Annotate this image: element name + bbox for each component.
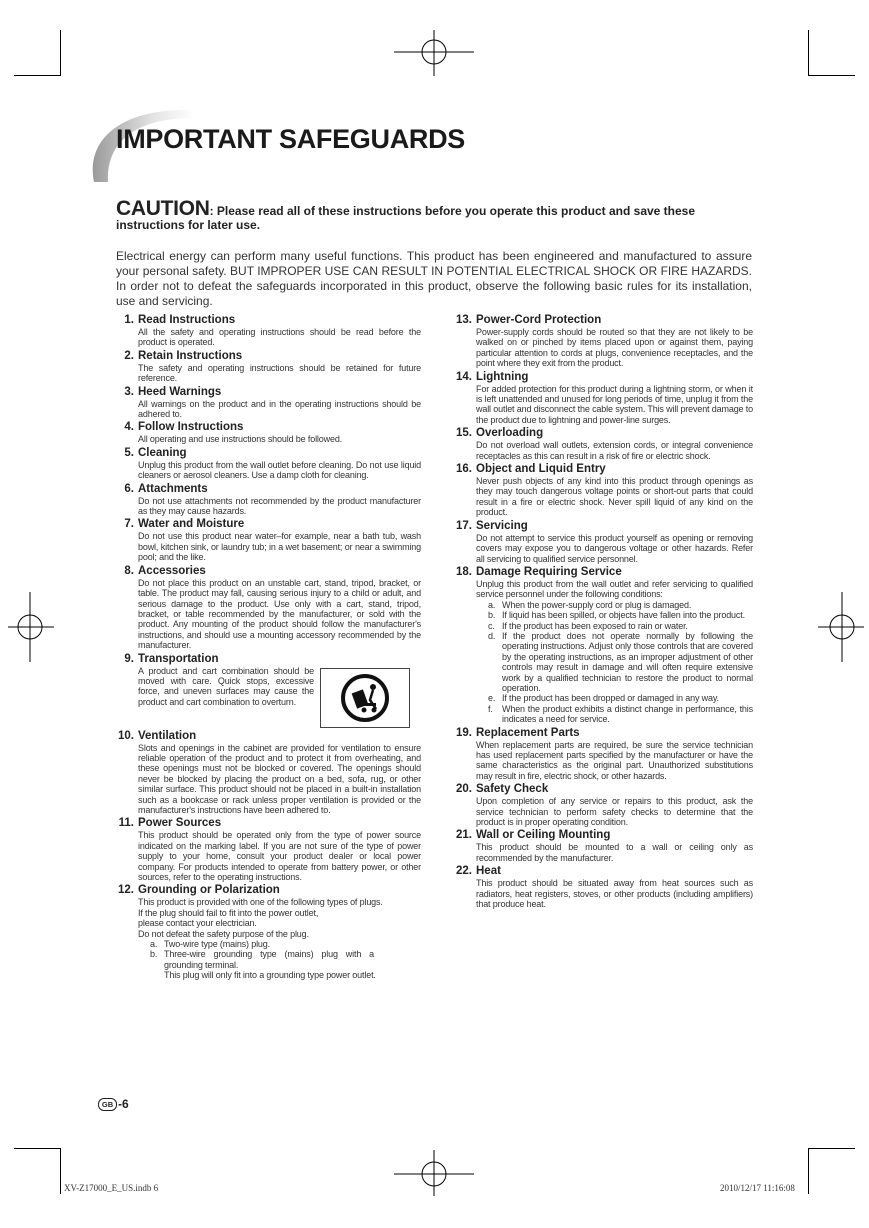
left-column <box>110 314 421 983</box>
safeguard-item <box>110 565 421 651</box>
item-number: 15. <box>456 427 472 440</box>
item-heading: Power-Cord Protection <box>476 314 602 326</box>
item-body: Do not place this product on an unstable cart, stand, tripod, bracket, or table. The product may fall, causing serious injury to a child or adult, and serious damage to the product. Use only with a cart, stand, tripod, bracket, or table recommended by the manufacturer, or sold with the product. Any mounting of the product should follow the manufacturer's instructions, and should use a mounting accessory recommended by the manufacturer. <box>138 577 421 651</box>
item-number: 2. <box>124 349 134 362</box>
sub-letter: a. <box>488 599 496 610</box>
item-heading: Cleaning <box>138 446 187 459</box>
item-heading: Retain Instructions <box>138 349 243 362</box>
safeguard-item <box>110 447 421 481</box>
item-heading: Water and Moisture <box>138 518 245 531</box>
safeguard-item <box>448 783 753 827</box>
safeguard-item <box>448 463 753 518</box>
item-number: 13. <box>456 314 472 326</box>
safeguard-item <box>110 884 421 980</box>
item-heading: Heat <box>476 865 501 878</box>
item-body: Do not overload wall outlets, extension cords, or integral convenience receptacles as this can result in a risk of fire or electric shock. <box>476 440 753 461</box>
sub-item <box>476 704 753 725</box>
item-heading: Read Instructions <box>138 314 236 326</box>
item-body: When replacement parts are required, be sure the service technician has used replacement parts specified by the manufacturer or have the same characteristics as the original part. Unauthorized substitutions may result in fire, electric shock, or other hazards. <box>476 739 753 781</box>
item-body: Power-supply cords should be routed so that they are not likely to be walked on or pinched by items placed upon or against them, paying particular attention to cords at plugs, convenience receptacles, and the point where they exit from the product. <box>476 327 753 369</box>
item-body: Never push objects of any kind into this product through openings as they may touch dangerous voltage points or short-out parts that could result in a fire or electric shock. Never spill liquid of any kind on the product. <box>476 476 753 518</box>
sub-letter: f. <box>488 703 493 714</box>
caution-text: : Please read all of these instructions before you operate this product and save these instructions for later use. <box>116 204 696 232</box>
item-body: This product should be mounted to a wall or ceiling only as recommended by the manufacturer. <box>476 842 753 863</box>
sub-letter: d. <box>488 630 496 641</box>
item-body: The safety and operating instructions should be retained for future reference. <box>138 362 421 384</box>
item-body: Unplug this product from the wall outlet and refer servicing to qualified service personnel under the following conditions: <box>476 578 753 600</box>
item-body: Do not use this product near water–for example, near a bath tub, wash bowl, kitchen sink, or laundry tub; in a wet basement; or near a swimming pool; and the like. <box>138 531 421 563</box>
intro-paragraph: Electrical energy can perform many useful functions. This product has been engineered and manufactured to assure your personal safety. BUT IMPROPER USE CAN RESULT IN POTENTIAL ELECTRICAL SHOCK OR FIRE HAZARDS. In order not to defeat the safeguards incorporated in this product, observe the following basic rules for its installation, use and servicing. <box>116 249 752 308</box>
item-number: 9. <box>124 652 134 665</box>
sub-text: This plug will only fit into a grounding type power outlet. <box>164 970 376 981</box>
safeguard-item <box>448 314 753 369</box>
item-number: 17. <box>456 519 472 532</box>
page-title: IMPORTANT SAFEGUARDS <box>116 124 465 154</box>
item-body: Upon completion of any service or repairs to this product, ask the service technician to perform safety checks to determine that the product is in proper operating condition. <box>476 796 753 828</box>
item-body: All operating and use instructions should be followed. <box>138 434 343 445</box>
safeguard-item <box>110 386 421 420</box>
safeguard-item <box>110 817 421 882</box>
item-heading: Power Sources <box>138 817 222 830</box>
sub-text: Three-wire grounding type (mains) plug with a grounding terminal. <box>164 949 374 970</box>
sub-note <box>138 970 389 980</box>
item-number: 14. <box>456 370 472 383</box>
item-heading: Overloading <box>476 427 544 440</box>
item-heading: Follow Instructions <box>138 421 244 434</box>
item-body: This product should be operated only from the type of power source indicated on the marking label. If you are not sure of the type of power supply to your home, consult your product dealer or local power company. For products intended to operate from battery power, or other sources, refer to the operating instructions. <box>138 830 421 882</box>
item-heading: Accessories <box>138 564 206 577</box>
sub-letter: c. <box>488 620 495 631</box>
item-number: 22. <box>456 865 472 878</box>
item-heading: Wall or Ceiling Mounting <box>476 829 611 842</box>
item-line: This product is provided with one of the following types of plugs. <box>138 897 383 908</box>
sub-letter: e. <box>488 693 496 704</box>
item-number: 1. <box>124 314 134 326</box>
cart-warning-icon <box>320 668 410 728</box>
item-heading: Lightning <box>476 370 529 383</box>
sub-letter: b. <box>150 949 158 960</box>
safeguard-item <box>110 350 421 384</box>
item-line: If the plug should fail to fit into the power outlet, <box>138 907 319 918</box>
item-line: please contact your electrician. <box>138 918 257 929</box>
page-number-text: -6 <box>118 1097 129 1111</box>
item-number: 20. <box>456 783 472 796</box>
sub-item <box>476 610 753 620</box>
item-number: 8. <box>124 564 134 577</box>
safeguard-item <box>448 427 753 461</box>
item-heading: Servicing <box>476 519 528 532</box>
item-number: 6. <box>124 482 134 495</box>
item-heading: Grounding or Polarization <box>138 884 280 897</box>
sub-item <box>138 939 393 949</box>
safeguard-item <box>448 829 753 863</box>
item-number: 3. <box>124 385 134 398</box>
item-body: Do not use attachments not recommended by the product manufacturer as they may cause hazards. <box>138 495 421 517</box>
sub-text: If the product has been exposed to rain or water. <box>502 620 688 631</box>
item-number: 18. <box>456 565 472 578</box>
item-number: 5. <box>124 446 134 459</box>
safeguard-item <box>448 865 753 909</box>
sub-letter: b. <box>488 610 496 621</box>
sub-text: If the product has been dropped or damaged in any way. <box>502 693 719 704</box>
item-number: 16. <box>456 463 472 476</box>
item-heading: Heed Warnings <box>138 385 222 398</box>
sub-item <box>476 693 753 703</box>
safeguard-item <box>448 371 753 426</box>
registration-mark-icon <box>8 592 54 662</box>
crop-mark <box>809 75 855 76</box>
crop-mark <box>60 30 61 76</box>
footer-timestamp: 2010/12/17 11:16:08 <box>720 1183 795 1193</box>
sub-text: If liquid has been spilled, or objects have fallen into the product. <box>502 610 745 621</box>
crop-mark <box>808 1148 809 1194</box>
item-heading: Ventilation <box>138 729 197 742</box>
crop-mark <box>14 1148 60 1149</box>
caution-statement <box>116 197 752 232</box>
crop-mark <box>808 30 809 76</box>
sub-text: When the product exhibits a distinct change in performance, this indicates a need for service. <box>502 703 753 725</box>
safeguard-item <box>110 314 421 348</box>
item-heading: Damage Requiring Service <box>476 565 622 578</box>
item-heading: Attachments <box>138 482 208 495</box>
safeguard-item <box>110 421 421 444</box>
item-heading: Transportation <box>138 652 219 665</box>
item-body: Do not attempt to service this product yourself as opening or removing covers may expose you to dangerous voltage or other hazards. Refer all servicing to qualified service personnel. <box>476 532 753 564</box>
item-body: This product should be situated away from heat sources such as radiators, heat registers, stoves, or other products (including amplifiers) that produce heat. <box>476 878 753 910</box>
item-number: 7. <box>124 518 134 531</box>
crop-mark <box>60 1148 61 1194</box>
item-body: All warnings on the product and in the operating instructions should be adhered to. <box>138 398 421 420</box>
item-number: 10. <box>118 729 134 742</box>
safeguard-item <box>448 520 753 564</box>
safeguard-item <box>110 653 421 728</box>
safeguard-item <box>110 483 421 517</box>
sub-item <box>476 631 753 693</box>
safeguard-item <box>110 730 421 816</box>
right-column <box>448 314 753 911</box>
item-number: 12. <box>118 884 134 897</box>
item-body: All the safety and operating instructions should be read before the product is operated. <box>138 327 421 348</box>
registration-mark-icon <box>818 592 864 662</box>
page-number <box>98 1097 129 1111</box>
item-number: 11. <box>118 817 134 830</box>
registration-mark-icon <box>394 1150 474 1196</box>
sub-text: Two-wire type (mains) plug. <box>164 939 270 950</box>
item-heading: Object and Liquid Entry <box>476 463 606 476</box>
sub-item <box>476 621 753 631</box>
item-body: For added protection for this product during a lightning storm, or when it is left unattended and unused for long periods of time, unplug it from the wall outlet and disconnect the cable system. This will prevent damage to the product due to lightning and power-line surges. <box>476 383 753 425</box>
item-body: Unplug this product from the wall outlet before cleaning. Do not use liquid cleaners or aerosol cleaners. Use a damp cloth for cleaning. <box>138 459 421 481</box>
safeguard-item <box>110 518 421 562</box>
item-number: 4. <box>124 421 134 434</box>
crop-mark <box>809 1148 855 1149</box>
item-line: Do not defeat the safety purpose of the plug. <box>138 928 309 939</box>
caution-word: CAUTION <box>116 197 210 220</box>
item-heading: Safety Check <box>476 783 549 796</box>
sub-item <box>138 949 374 970</box>
item-body: A product and cart combination should be moved with care. Quick stops, excessive force, and uneven surfaces may cause the product and cart combination to overturn. <box>138 665 314 707</box>
gb-badge: GB <box>98 1098 117 1111</box>
item-heading: Replacement Parts <box>476 726 580 739</box>
registration-mark-icon <box>394 30 474 76</box>
footer-filename: XV-Z17000_E_US.indb 6 <box>64 1183 159 1193</box>
sub-text: When the power-supply cord or plug is damaged. <box>502 599 692 610</box>
safeguard-item <box>448 727 753 782</box>
sub-letter: a. <box>150 939 158 950</box>
item-body: Slots and openings in the cabinet are provided for ventilation to ensure reliable operation of the product and to protect it from overheating, and these openings must not be blocked or covered. The openings should never be blocked by placing the product on a bed, sofa, rug, or other similar surface. This product should not be placed in a built-in installation such as a bookcase or rack unless proper ventilation is provided or the manufacturer's instructions have been adhered to. <box>138 742 421 815</box>
crop-mark <box>14 75 60 76</box>
item-number: 21. <box>456 829 472 842</box>
sub-text: If the product does not operate normally by following the operating instructions. Adjust only those controls that are covered by the operating instructions, as an improper adjustment of other controls may result in damage and will often require extensive work by a qualified technician to restore the product to normal operation. <box>502 630 753 693</box>
safeguard-item <box>448 566 753 725</box>
item-number: 19. <box>456 726 472 739</box>
sub-item <box>476 600 753 610</box>
